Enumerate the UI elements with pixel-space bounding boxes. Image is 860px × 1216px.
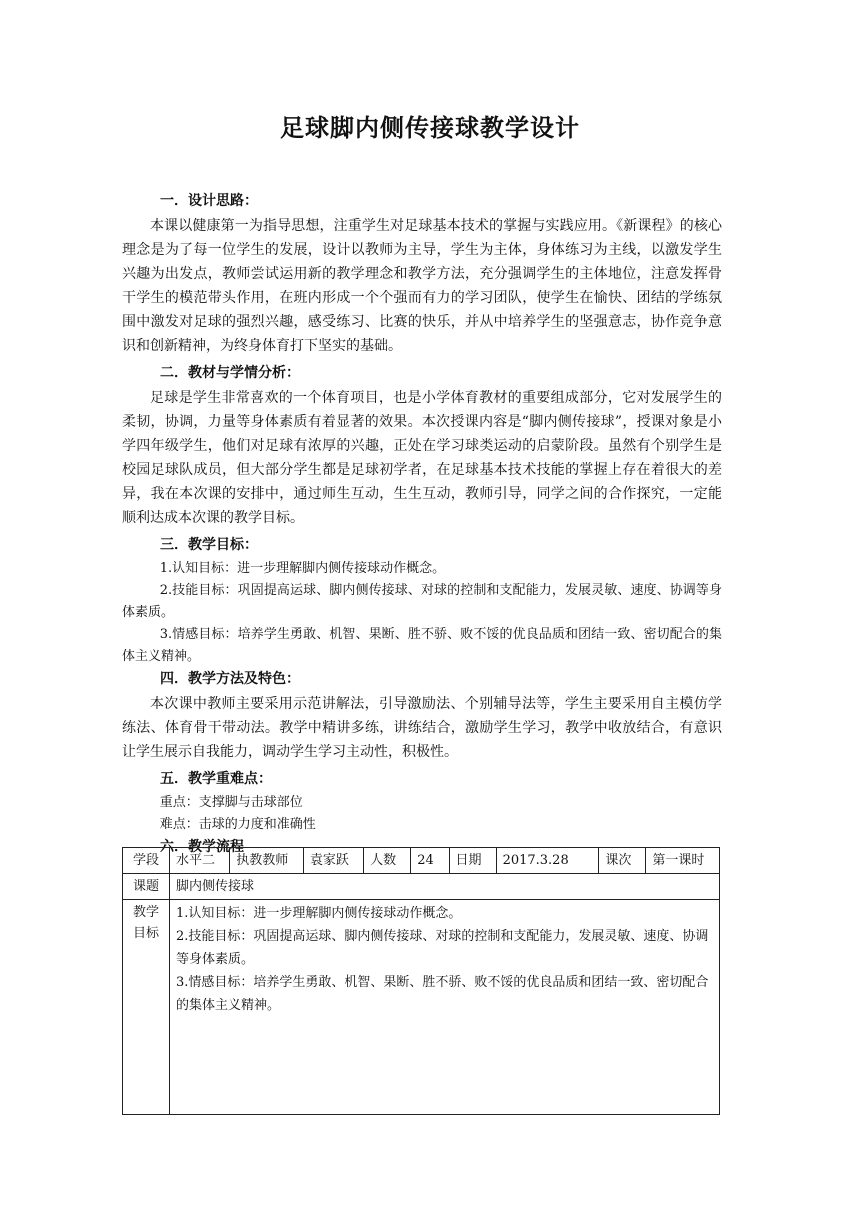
table-cell: 学段 (123, 848, 170, 874)
design-paragraph: 本课以健康第一为指导思想，注重学生对足球基本技术的掌握与实践应用。《新课程》的核心理念是为了每一位学生的发展，设计以教师为主导，学生为主体，身体练习为主线，以激发学生兴趣为出发点，教师尝试运用新的教学理念和教学方法，充分强调学生的主体地位，注意发挥骨干学生的模范带头作用，在班内形成一个个强而有力的学习团队，使学生在愉快、团结的学练氛围中激发对足球的强烈兴趣，感受练习、比赛的快乐，并从中培养学生的坚强意志，协作竞争意识和创新精神，为终身体育打下坚实的基础。 (122, 218, 722, 354)
section-heading-keypoints: 五．教学重难点： (160, 771, 272, 787)
table-row (123, 848, 720, 874)
goal-item: 1.认知目标：进一步理解脚内侧传接球动作概念。 (159, 561, 446, 576)
table-cell-goals (170, 900, 720, 1115)
keypoint-item: 难点：击球的力度和准确性 (159, 817, 316, 832)
table-goal-item: 3.情感目标：培养学生勇敢、机智、果断、胜不骄、败不馁的优良品质和团结一致、密切配合的集体主义精神。 (176, 975, 709, 1013)
table-cell: 执教教师 (230, 848, 304, 874)
table-cell: 水平二 (170, 848, 230, 874)
section-heading-goals: 三．教学目标： (160, 537, 258, 553)
keypoint-item: 重点：支撑脚与击球部位 (159, 795, 303, 810)
analysis-paragraph: 足球是学生非常喜欢的一个体育项目，也是小学体育教材的重要组成部分，它对发展学生的柔韧，协调，力量等身体素质有着显著的效果。本次授课内容是“脚内侧传接球”，授课对象是小学四年级学生，他们对足球有浓厚的兴趣，正处在学习球类运动的启蒙阶段。虽然有个别学生是校园足球队成员，但大部分学生都是足球初学者，在足球基本技术技能的掌握上存在着很大的差异，我在本次课的安排中，通过师生互动，生生互动，教师引导，同学之间的合作探究，一定能顺利达成本次课的教学目标。 (122, 390, 722, 526)
table-cell: 24 (411, 848, 449, 874)
methods-paragraph: 本次课中教师主要采用示范讲解法，引导激励法、个别辅导法等，学生主要采用自主模仿学练法、体育骨干带动法。教学中精讲多练，讲练结合，激励学生学习，教学中收放结合，有意识让学生展示自我能力，调动学生学习主动性，积极性。 (122, 696, 722, 760)
document-body (122, 190, 722, 860)
section-heading-methods: 四．教学方法及特色： (160, 671, 300, 687)
table-goal-item: 2.技能目标：巩固提高运球、脚内侧传接球、对球的控制和支配能力，发展灵敏、速度、协调等身体素质。 (176, 929, 709, 967)
lesson-info-table (122, 847, 720, 1115)
table-cell: 2017.3.28 (496, 848, 599, 874)
section-heading-flow: 六．教学流程 (160, 839, 244, 855)
goal-item: 3.情感目标：培养学生勇敢、机智、果断、胜不骄、败不馁的优良品质和团结一致、密切配合的集体主义精神。 (122, 627, 722, 664)
section-heading-analysis: 二．教材与学情分析： (160, 365, 300, 381)
goal-item: 2.技能目标：巩固提高运球、脚内侧传接球、对球的控制和支配能力，发展灵敏、速度、协调等身体素质。 (122, 583, 722, 620)
table-row (123, 874, 720, 900)
table-cell: 教学目标 (123, 900, 170, 1115)
table-cell: 人数 (364, 848, 411, 874)
table-goal-item: 1.认知目标：进一步理解脚内侧传接球动作概念。 (176, 906, 462, 921)
table-cell: 课次 (599, 848, 646, 874)
table-cell: 脚内侧传接球 (170, 874, 720, 900)
section-heading-design: 一．设计思路： (160, 193, 258, 209)
table-cell: 第一课时 (646, 848, 720, 874)
table-row (123, 900, 720, 1115)
document-title: 足球脚内侧传接球教学设计 (280, 114, 580, 142)
table-cell: 袁家跃 (303, 848, 363, 874)
table-cell: 日期 (449, 848, 496, 874)
table-cell: 课题 (123, 874, 170, 900)
